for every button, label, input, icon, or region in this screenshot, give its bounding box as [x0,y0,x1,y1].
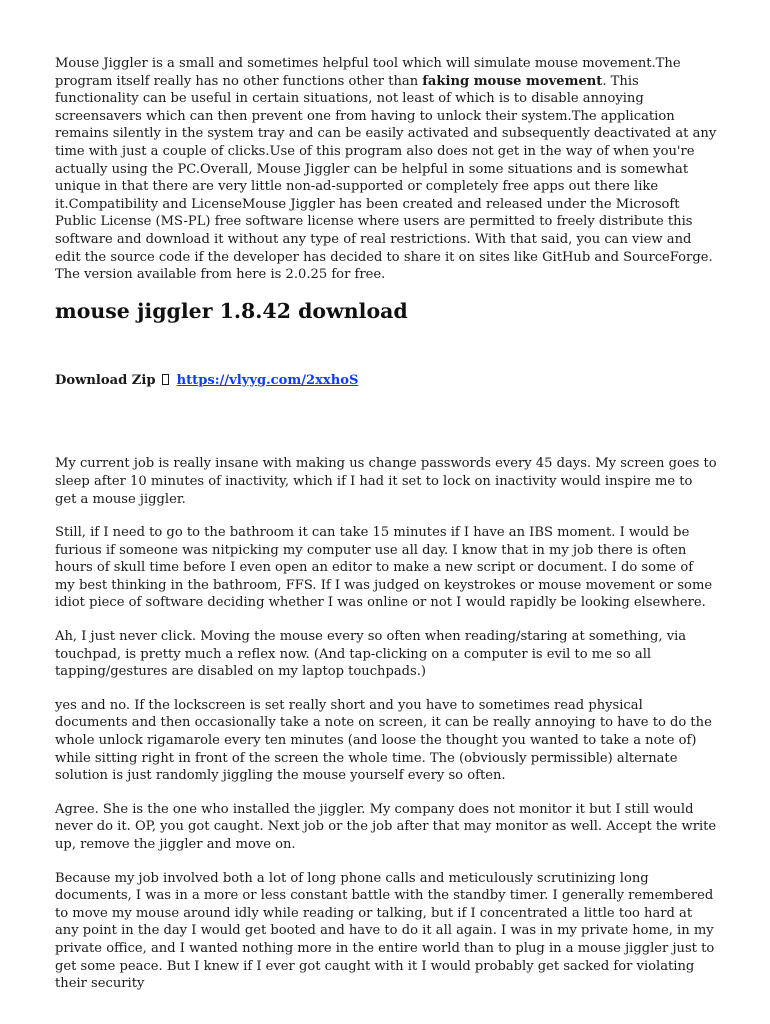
comment-paragraph: Agree. She is the one who installed the jiggler. My company does not monitor it but I still would never do it. OP, you got caught. Next job or the job after that may monitor as well. Accept the write up, remove the jiggler and move on. [55,801,717,852]
document-page [55,55,717,1009]
download-label: Download Zip [55,372,156,388]
intro-text-part2: . This functionality can be useful in certain situations, not least of which is to disable annoying screensavers which can then prevent one from having to unlock their system.The application remains silently in the system tray and can be easily activated and subsequently deactivated at any time with just a couple of clicks.Use of this program also does not get in the way of when you're actually using the PC.Overall, Mouse Jiggler can be helpful in some situations and is somewhat unique in that there are very little non-ad-supported or completely free apps out there like it.Compatibility and LicenseMouse Jiggler has been created and released under the Microsoft Public License (MS-PL) free software license where users are permitted to freely distribute this software and download it without any type of real restrictions. With that said, you can view and edit the source code if the developer has decided to share it on sites like GitHub and SourceForge. The version available from here is 2.0.25 for free. [55,73,717,283]
download-line [55,372,717,390]
comments-section [55,455,717,992]
comment-paragraph: Still, if I need to go to the bathroom it can take 15 minutes if I have an IBS moment. I would be furious if someone was nitpicking my computer use all day. I know that in my job there is often hours of skull time before I even open an editor to make a new script or document. I do some of my best thinking in the bathroom, FFS. If I was judged on keystrokes or mouse movement or some idiot piece of software deciding whether I was online or not I would rapidly be looking elsewhere. [55,525,713,611]
intro-bold-phrase: faking mouse movement [422,73,603,89]
comment-paragraph: Ah, I just never click. Moving the mouse every so often when reading/staring at something, via touchpad, is pretty much a reflex now. (And tap-clicking on a computer is evil to me so all tapping/gestures are disabled on my laptop touchpads.) [55,629,687,680]
comment-paragraph: Because my job involved both a lot of long phone calls and meticulously scrutinizing long documents, I was in a more or less constant battle with the standby timer. I generally remembered to move my mouse around idly while reading or talking, but if I concentrated a little too hard at any point in the day I would get booted and have to do it all again. I was in my private home, in my private office, and I wanted nothing more in the entire world than to plug in a mouse jiggler just to get some peace. But I knew if I ever got caught with it I would probably get sacked for violating their security [55,870,715,992]
comment-paragraph: My current job is really insane with making us change passwords every 45 days. My screen goes to sleep after 10 minutes of inactivity, which if I had it set to lock on inactivity would inspire me to get a mouse jiggler. [55,456,717,507]
download-link[interactable]: https://vlyyg.com/2xxhoS [176,372,359,388]
page-heading: mouse jiggler 1.8.42 download [55,298,408,323]
comment-paragraph: yes and no. If the lockscreen is set really short and you have to sometimes read physical documents and then occasionally take a note on screen, it can be really annoying to have to do the whole unlock rigamarole every ten minutes (and loose the thought you wanted to take a note of) while sitting right in front of the screen the whole time. The (obviously permissible) alternate solution is just randomly jiggling the mouse yourself every so often. [55,697,712,784]
missing-glyph-icon [162,374,169,385]
intro-text-part1: Mouse Jiggler is a small and sometimes helpful tool which will simulate mouse movement.The program itself really has no other functions other than [55,56,681,89]
intro-paragraph [55,55,717,284]
